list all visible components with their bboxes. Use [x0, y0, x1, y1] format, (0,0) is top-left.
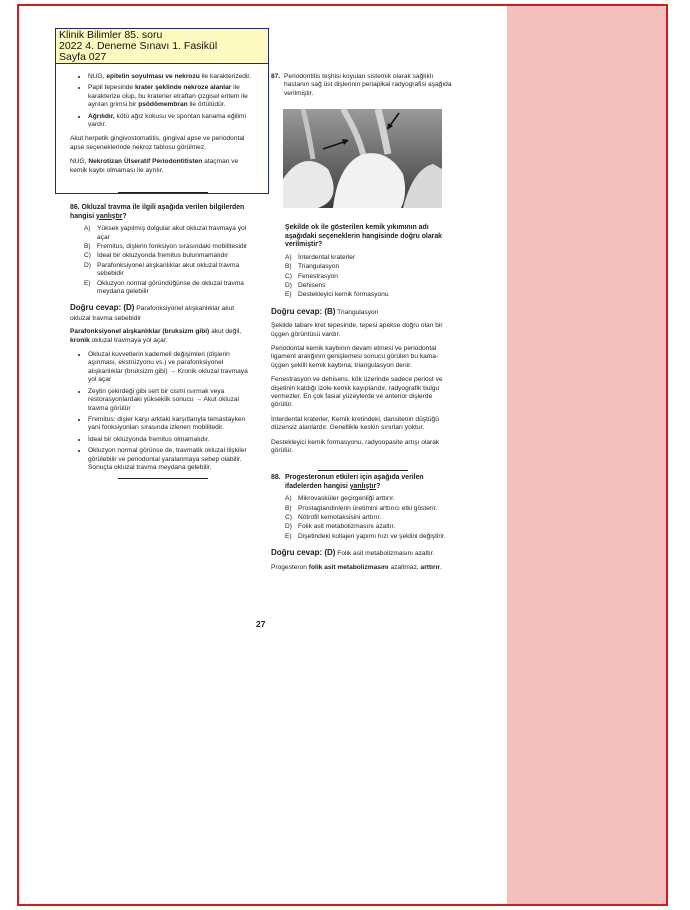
list-item: • İdeal bir okluzyonda fremitus olmamalıdır. [88, 436, 255, 444]
option: E) Destekleyici kemik formasyonu [285, 291, 389, 299]
question-87 [271, 73, 455, 98]
explanation: Destekleyici kemik formasyonu, radyoopasite artışı olarak görülür. [271, 438, 440, 455]
option: C) Nötrofil kemotaksisini arttırır. [285, 514, 382, 521]
options-list [70, 225, 255, 296]
list-item: • Okluzyon normal görünse de, travmatik okluzal ilişkiler görülebilir ve periodontal yaralanmaya sebep olabilir. Sonuçta okluzal travma meydana gelebilir. [88, 447, 255, 472]
explanation: Fenestrasyon ve dehisens, kök üzerinde sadece periost ve dişetinin kaldığı izole kemik kayıplarıdır, radyografik bulgu vermezler. En çok fasial yüzeylerde ve anterior dişlerde görülür. [271, 376, 443, 409]
option: D) Folik asit metabolizmasını azaltır. [285, 523, 396, 531]
list-item: • Ağrılıdır, kötü ağız kokusu ve spontan kanama eğilimi vardır. [88, 113, 255, 130]
answer: Doğru cevap: (D) Folik asit metabolizmasını azaltır. [271, 548, 435, 558]
explanation: Periodontal kemik kaybının devam etmesi ve periodontal ligament aralığının genişlemesi sonucu görülen bu kama-üçgen şekilli kemik kaybına; triangulasyon denir. [271, 345, 439, 369]
option: B) Triangulasyon [285, 263, 340, 271]
options-list [271, 495, 455, 541]
question-stem: 88. Progesteronun etkileri için aşağıda verilen ifadelerden hangisi yanlıştır? [271, 474, 424, 490]
answer: Doğru cevap: (B) Triangulasyon [271, 306, 379, 316]
explanation-bullets [70, 351, 255, 472]
explanation: Progesteron folik asit metabolizmasını azaltmaz, arttırır. [271, 563, 442, 571]
paragraph: NUG, Nekrotizan Ülseratif Periodontitisten ataçman ve kemik kaybı olmaması ile ayrılır. [70, 158, 239, 174]
options-list [271, 254, 455, 300]
xray-drawing [283, 109, 442, 208]
header-title: Klinik Bilimler 85. soru [59, 29, 163, 41]
option: A) İnterdental kraterler [285, 253, 356, 261]
radiograph-image [283, 109, 442, 208]
list-item: • Zeytin çekirdeği gibi sert bir cismi ısırmak veya restorasyonlardaki yükseklik sonucu → Akut okluzal travma görülür [88, 388, 255, 413]
option: D) Parafonksiyonel alışkanlıklar akut okluzal travma sebebidir [84, 261, 240, 278]
question-intro: 87. Periodontitis teşhisi koyulan sistemik olarak sağlıklı hastanın sağ üst dişlerinin periapikal radyografisi aşağıda verilmiştir. [271, 73, 452, 97]
list-item: • NUG, epitelin soyulması ve nekrozu ile karakterizedir. [88, 73, 255, 81]
list-item: • Okluzal kuvvetlerin kademeli değişimleri (dişlerin aşınması, ekstrüzyonu vs.) ve parafonksiyonel alışkanlıklar (bruksizm gibi) → Kronik okluzal travmaya yol açar [88, 351, 255, 385]
option: B) Prostaglandinlerin üretimini arttırıcı etki gösterir. [285, 504, 438, 512]
header-page: Sayfa 027 [59, 51, 107, 63]
question-stem: Şekilde ok ile gösterilen kemik yıkımının adı aşağıdaki seçeneklerin hangisinde doğru olarak verilmiştir? [285, 224, 443, 249]
list-item: • Papil tepesinde krater şeklinde nekroze alanlar ile karakterize olup, bu kraterler etraftan çizgisel eritem ile ayrılan grimsi bir psödömembran ile örtülüdür. [88, 84, 255, 109]
answer: Doğru cevap: (D) Parafonksiyonel alışkanlıklar akut okluzal travma sebebidir [70, 303, 235, 322]
option: E) Dişetindeki kollajen yapımı hızı ve şeklini değiştirir. [285, 532, 446, 540]
paragraph: Akut herpetik gingivostomatitis, gingival apse ve periodontal apse seçeneklerinde nekroz tablosu görülmez. [70, 135, 245, 151]
question-87-body [271, 224, 455, 477]
explanation: Şekilde tabanı kret tepesinde, tepesi apekse doğru olan bir üçgen görüntüsü vardır. [271, 322, 443, 338]
question-stem: 86. Okluzal travma ile ilgili aşağıda verilen bilgilerden hangisi yanlıştır? [70, 204, 245, 220]
option: C) Fenestrasyon [285, 272, 338, 280]
option: E) Okluzyon normal göründüğünse de okluzal travma meydana gelebilir [84, 279, 244, 296]
divider [118, 478, 208, 479]
question-86 [70, 204, 255, 485]
option: C) İdeal bir okluzyonda fremitus bulunmamalıdır [84, 252, 229, 260]
question-88 [271, 474, 455, 578]
option: A) Yüksek yapılmış dolgular akut okluzal travmaya yol açar [84, 225, 247, 241]
header-exam: 2022 4. Deneme Sınavı 1. Fasikül [59, 40, 218, 52]
option: A) Mikrovasküler geçirgenliği arttırır. [285, 495, 395, 503]
explanation: İnterdental kraterler, Kemik kretindeki, dansitenin düştüğü düzensiz alanlardır. Genellikle keskin sınırları yoktur. [271, 415, 439, 432]
divider [118, 192, 208, 193]
margin-panel [507, 6, 666, 904]
explanation: Parafonksiyonel alışkanlıklar (bruksizm gibi) akut değil, kronik okluzal travmaya yol açar. [70, 328, 242, 344]
option: D) Dehisens [285, 282, 326, 289]
list-item: • Fremitus: dişler karşı arktaki karşıtlarıyla temastayken yani fonksiyonları sırasında izlenen mobilitedir. [88, 416, 255, 433]
option: B) Fremitus, dişlerin fonksiyon sırasındaki mobilitesidir [84, 243, 248, 250]
divider [318, 470, 408, 471]
question-header [55, 28, 269, 64]
page-number: 27 [256, 619, 266, 629]
